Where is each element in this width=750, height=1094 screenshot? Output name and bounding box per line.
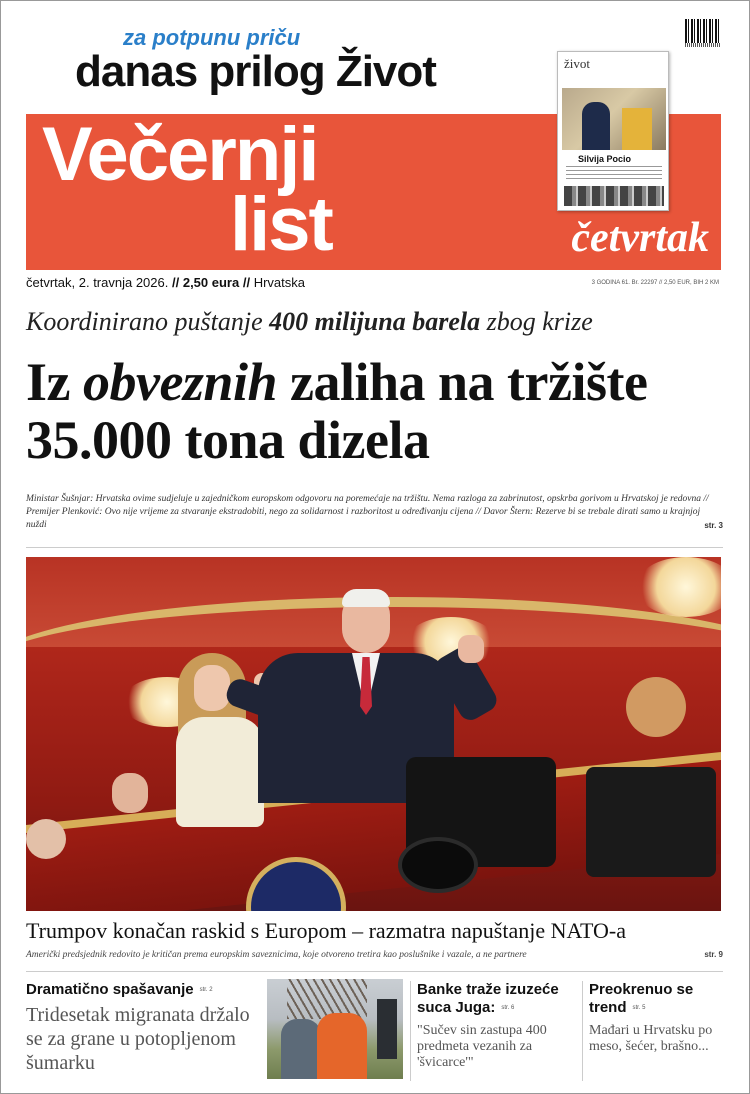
lead-summary-text: Ministar Šušnjar: Hrvatska ovime sudjeluje u zajedničkom europskom odgovoru na poremećaje na tržištu. Nema razloga za zabrinutost, opskrba gorivom u Hrvatskoj je redovna // Premijer Plenković: Ovo nije vrijeme za stvaranje ekstradobiti, nego za solidarnost i razboritost u određivanju cijena // Davor Štern: Rezerve bi se trebale dirati samo u krajnjoj nuždi <box>26 494 709 530</box>
masthead-title <box>42 112 332 267</box>
supplement-name: Silvija Pocio <box>578 154 632 164</box>
dateline-separator: // <box>171 275 180 290</box>
teaser-head-text: Preokrenuo se trend <box>589 981 694 1016</box>
teaser-banks[interactable] <box>417 981 577 1071</box>
divider <box>410 981 411 1081</box>
teaser-body: "Sučev sin zastupa 400 predmeta vezanih za 'švicarce'" <box>417 1023 547 1071</box>
teaser-head-text: Banke traže izuzeće suca Juga: <box>417 981 559 1016</box>
lead-headline-italic: obveznih <box>82 352 278 412</box>
lead-kicker-bold: 400 milijuna barela <box>269 307 481 336</box>
supplement-photo <box>562 88 666 150</box>
lead-headline[interactable] <box>26 353 726 469</box>
photo-story-page-ref[interactable]: str. 9 <box>704 950 723 959</box>
issue-info: 3 GODINA 61. Br. 22297 // 2,50 EUR, BIH 2 KM <box>591 280 719 286</box>
photo-story-title[interactable]: Trumpov konačan raskid s Europom – razmatra napuštanje NATO-a <box>26 918 626 943</box>
promo-kicker: za potpunu priču <box>123 25 301 50</box>
masthead-day: četvrtak <box>571 215 709 261</box>
masthead-title-line1: Večernji <box>42 112 318 197</box>
teaser-photo[interactable] <box>267 979 403 1079</box>
supplement-text-lines <box>566 166 662 182</box>
barcode-number <box>685 43 721 47</box>
divider <box>26 971 723 972</box>
lead-kicker-post: zbog krize <box>480 307 593 336</box>
teaser-head <box>26 981 256 999</box>
supplement-thumbnail[interactable] <box>557 51 669 211</box>
teaser-trend[interactable] <box>589 981 724 1055</box>
teaser-page-ref: str. 5 <box>632 1005 646 1012</box>
lead-kicker <box>26 307 593 337</box>
issue-date: četvrtak, 2. travnja 2026. <box>26 275 169 290</box>
issue-region: Hrvatska <box>253 275 305 290</box>
teaser-page-ref: str. 2 <box>199 987 213 994</box>
lead-headline-pre: Iz <box>26 352 83 412</box>
teaser-head-text: Dramatično spašavanje <box>26 981 194 998</box>
supplement-strip <box>564 186 664 206</box>
dateline-separator: // <box>242 275 251 290</box>
lead-page-ref[interactable]: str. 3 <box>704 521 723 530</box>
issue-price: 2,50 eura <box>182 275 240 290</box>
teaser-body: Mađari u Hrvatsku po meso, šećer, brašno... <box>589 1023 713 1055</box>
teaser-head <box>589 981 724 1017</box>
teaser-page-ref: str. 6 <box>501 1005 515 1012</box>
teaser-head <box>417 981 577 1017</box>
masthead-title-line2: list <box>230 182 332 267</box>
lead-headline-post: zaliha na tržište 35.000 tona dizela <box>26 352 648 470</box>
dateline <box>26 275 305 290</box>
lead-summary <box>26 493 723 532</box>
divider <box>582 981 583 1081</box>
barcode-icon <box>685 19 721 43</box>
photo-story-subtitle-text: Američki predsjednik redovito je kritičan prema europskim saveznicima, koje otvoreno tretira kao poslušnike i vazale, a ne partnere <box>26 950 527 960</box>
supplement-logo: život <box>564 56 590 71</box>
teaser-migrants[interactable] <box>26 981 256 1075</box>
teaser-body: Tridesetak migranata držalo se za grane u potopljenom šumarku <box>26 1004 250 1075</box>
promo-title[interactable]: danas prilog Život <box>75 47 436 96</box>
photo-story-subtitle <box>26 950 723 960</box>
divider <box>26 547 723 548</box>
lead-kicker-pre: Koordinirano puštanje <box>26 307 270 336</box>
main-photo[interactable] <box>26 557 721 911</box>
